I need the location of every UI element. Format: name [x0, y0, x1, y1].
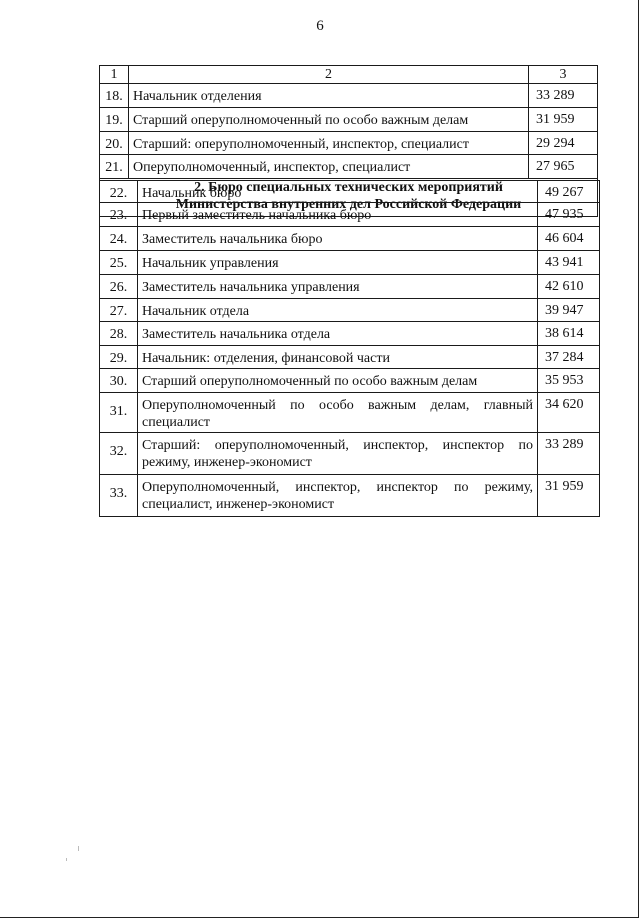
table-row — [100, 181, 600, 203]
salary-value: 31 959 — [529, 108, 598, 132]
table-row — [100, 299, 600, 322]
position-title — [138, 475, 538, 517]
scan-speck — [66, 858, 67, 861]
salary-value: 46 604 — [538, 227, 600, 251]
salary-value: 34 620 — [538, 393, 600, 433]
position-title: Заместитель начальника управления — [138, 275, 538, 299]
table-row — [100, 108, 598, 132]
table-row — [100, 132, 598, 155]
table-row — [100, 84, 598, 108]
position-title: Заместитель начальника отдела — [138, 322, 538, 346]
table-row — [100, 203, 600, 227]
position-title: Начальник: отделения, финансовой части — [138, 346, 538, 369]
table-row — [100, 227, 600, 251]
row-number: 18. — [100, 84, 129, 108]
section-heading-line-2: Министерства внутренних дел Российской Федерации — [175, 197, 522, 212]
position-title-line-2: специалист, инженер-экономист — [142, 497, 335, 512]
header-col-1: 1 — [100, 66, 129, 84]
position-title: Старший: оперуполномоченный, инспектор, специалист — [129, 132, 529, 155]
position-title: Начальник бюро — [138, 181, 538, 203]
position-title: Старший оперуполномоченный по особо важным делам — [129, 108, 529, 132]
position-title-line-1: Оперуполномоченный по особо важным делам, главный — [142, 398, 533, 413]
position-title: Оперуполномоченный, инспектор, специалист — [129, 155, 529, 179]
position-title: Начальник отделения — [129, 84, 529, 108]
row-number: 28. — [100, 322, 138, 346]
salary-value: 43 941 — [538, 251, 600, 275]
table-row — [100, 322, 600, 346]
scan-speck — [78, 846, 79, 851]
section-heading-line-1: 2. Бюро специальных технических мероприятий — [194, 180, 503, 195]
position-title — [138, 433, 538, 475]
row-number: 25. — [100, 251, 138, 275]
position-title: Начальник отдела — [138, 299, 538, 322]
row-number: 27. — [100, 299, 138, 322]
position-title: Старший оперуполномоченный по особо важным делам — [138, 369, 538, 393]
position-title-line-1: Оперуполномоченный, инспектор, инспектор по режиму, — [142, 480, 533, 495]
table-row — [100, 433, 600, 475]
row-number: 24. — [100, 227, 138, 251]
position-title-line-1: Старший: оперуполномоченный, инспектор, инспектор по — [142, 438, 533, 453]
salary-value: 37 284 — [538, 346, 600, 369]
salary-value: 27 965 — [529, 155, 598, 179]
row-number: 19. — [100, 108, 129, 132]
row-number: 20. — [100, 132, 129, 155]
row-number: 31. — [100, 393, 138, 433]
salary-value: 33 289 — [529, 84, 598, 108]
table-row — [100, 251, 600, 275]
position-title: Первый заместитель начальника бюро — [138, 203, 538, 227]
row-number: 21. — [100, 155, 129, 179]
table-header-row — [100, 66, 598, 84]
row-number: 26. — [100, 275, 138, 299]
row-number: 23. — [100, 203, 138, 227]
table-row — [100, 475, 600, 517]
salary-value: 29 294 — [529, 132, 598, 155]
position-title: Начальник управления — [138, 251, 538, 275]
row-number: 22. — [100, 181, 138, 203]
table-row — [100, 393, 600, 433]
table-row — [100, 155, 598, 179]
table-row — [100, 275, 600, 299]
position-title-line-2: режиму, инженер-экономист — [142, 455, 312, 470]
salary-value: 31 959 — [538, 475, 600, 517]
row-number: 32. — [100, 433, 138, 475]
position-title — [138, 393, 538, 433]
page-number: 6 — [316, 18, 324, 34]
position-title-line-2: специалист — [142, 415, 211, 430]
salary-value: 47 935 — [538, 203, 600, 227]
position-title: Заместитель начальника бюро — [138, 227, 538, 251]
salary-value: 38 614 — [538, 322, 600, 346]
salary-value: 39 947 — [538, 299, 600, 322]
table-row — [100, 369, 600, 393]
table-row — [100, 346, 600, 369]
row-number: 30. — [100, 369, 138, 393]
salary-value: 35 953 — [538, 369, 600, 393]
row-number: 33. — [100, 475, 138, 517]
salary-value: 33 289 — [538, 433, 600, 475]
header-col-3: 3 — [529, 66, 598, 84]
salary-table-part-2 — [99, 180, 600, 517]
salary-value: 49 267 — [538, 181, 600, 203]
row-number: 29. — [100, 346, 138, 369]
salary-value: 42 610 — [538, 275, 600, 299]
header-col-2: 2 — [129, 66, 529, 84]
